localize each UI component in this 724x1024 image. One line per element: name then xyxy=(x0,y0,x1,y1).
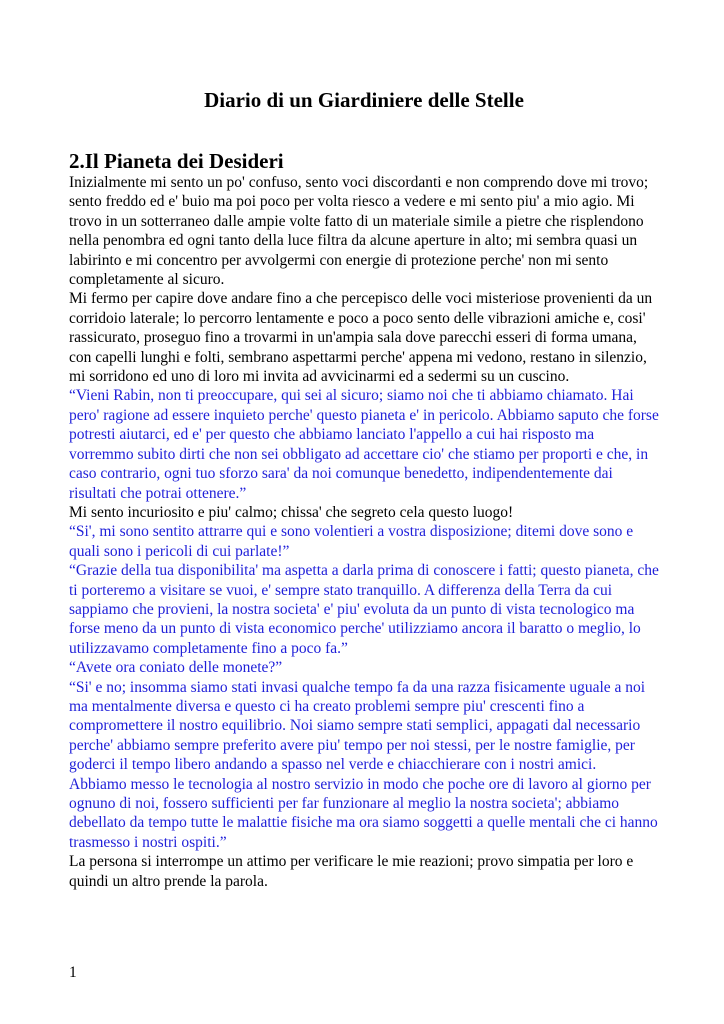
paragraph-curious: Mi sento incuriosito e piu' calmo; chissa' che segreto cela questo luogo! xyxy=(69,503,514,521)
dialog-invasion: “Si' e no; insomma siamo stati invasi qualche tempo fa da una razza fisicamente uguale a noi ma mentalmente diversa e questo ci ha creato problemi sempre piu' crescenti fino a compromettere il nostro equilibrio. Noi siamo sempre stati semplici, appagati dal necessario perche' abbiamo sempre preferito avere piu' tempo per noi stessi, per le nostre famiglie, per goderci il tempo libero andando a spasso nel verde e chiacchierare con i nostri amici. xyxy=(69,678,646,774)
dialog-availability: “Si', mi sono sentito attrarre qui e sono volentieri a vostra disposizione; ditemi dove sono e quali sono i pericoli di cui parlate!” xyxy=(69,523,634,560)
document-page xyxy=(69,85,659,891)
paragraph-intro: Inizialmente mi sento un po' confuso, sento voci discordanti e non comprendo dove mi trovo; sento freddo ed e' buio ma poi poco per volta riesco a vedere e mi sento piu' a mio agio. Mi trovo in un sotterraneo dalle ampie volte fatto di un materiale simile a pietre che risplendono nella penombra ed ogni tanto della luce filtra da alcune aperture in alto; mi sembra quasi un labirinto e mi concentro per avvolgermi con energie di protezione perche' non mi sento completamente al sicuro. xyxy=(69,174,649,289)
paragraph-corridor: Mi fermo per capire dove andare fino a che percepisco delle voci misteriose provenienti da un corridoio laterale; lo percorro lentamente e poco a poco sento delle vibrazioni amiche e, cosi' rassicurato, proseguo fino a trovarmi in un'ampia sala dove parecchi esseri di forma umana, con capelli lunghi e folti, sembrano aspettarmi perche' appena mi vedono, restano in silenzio, mi sorridono ed uno di loro mi invita ad avvicinarmi ed a sedermi su un cuscino. xyxy=(69,290,653,386)
dialog-welcome: “Vieni Rabin, non ti preoccupare, qui sei al sicuro; siamo noi che ti abbiamo chiamato. Hai pero' ragione ad essere inquieto perche' questo pianeta e' in pericolo. Abbiamo saputo che forse potresti aiutarci, ed e' per questo che abbiamo lanciato l'appello a cui hai risposto ma vorremmo subito dirti che non sei obbligato ad accettare cio' che stiamo per proporti e che, in caso contrario, ogni tuo sforzo sara' da noi comunque benedetto, indipendentemente dai risultati che potrai ottenere.” xyxy=(69,387,659,502)
paragraph-interruption: La persona si interrompe un attimo per verificare le mie reazioni; provo simpatia per loro e quindi un altro prende la parola. xyxy=(69,853,634,890)
dialog-coins-question: “Avete ora coniato delle monete?” xyxy=(69,659,283,677)
dialog-planet-history: “Grazie della tua disponibilita' ma aspetta a darla prima di conoscere i fatti; questo pianeta, che ti porteremo a visitare se vuoi, e' sempre stato tranquillo. A differenza della Terra da cui sappiamo che provieni, la nostra societa' e' piu' evoluta da un punto di vista tecnologico ma forse meno da un punto di vista economico perche' utilizziamo ancora il baratto o meglio, lo utilizzavamo completamente fino a poco fa.” xyxy=(69,562,659,657)
dialog-technology: Abbiamo messo le tecnologia al nostro servizio in modo che poche ore di lavoro al giorno per ognuno di noi, fossero sufficienti per far funzionare al meglio la nostra societa'; abbiamo debellato da tempo tutte le malattie fisiche ma ora siamo soggetti a quelle mentali che ci hanno trasmesso i nostri ospiti.” xyxy=(69,775,658,851)
chapter-heading: 2.Il Pianeta dei Desideri xyxy=(69,149,284,173)
page-number: 1 xyxy=(69,964,77,981)
document-title: Diario di un Giardiniere delle Stelle xyxy=(204,88,524,112)
